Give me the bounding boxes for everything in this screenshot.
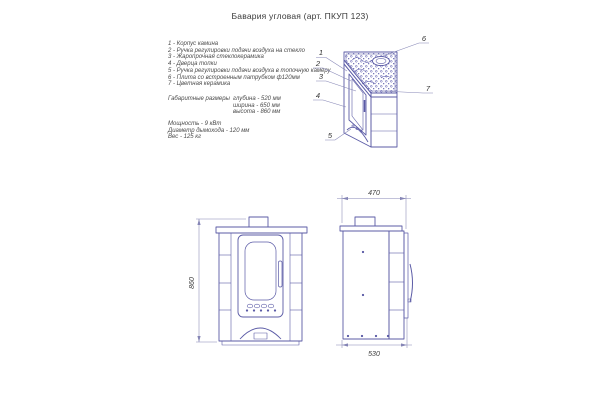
top-plate <box>340 226 402 231</box>
callout-4: 4 <box>315 91 321 100</box>
vent-dot <box>274 310 275 311</box>
callout-2: 2 <box>315 59 321 68</box>
overall-dimensions-values <box>233 96 281 116</box>
base-rivet <box>361 335 362 336</box>
overall-dimensions-label: Габаритные размеры <box>168 95 230 102</box>
body-rivet <box>362 251 363 252</box>
spec-width: ширина - 650 мм <box>232 102 280 109</box>
tile-column <box>371 97 397 147</box>
top-dimension-lines <box>337 195 411 229</box>
side-bottom-dim: 530 <box>368 351 380 358</box>
specs-block <box>168 96 328 141</box>
side-top-dim: 470 <box>368 190 380 197</box>
parts-list-item-2: 2 - Ручка регулировки подачи воздуха на стекло <box>168 47 305 54</box>
callout-1: 1 <box>318 48 324 57</box>
vent-dot <box>253 310 254 311</box>
parts-list-item-3: 3 - Жаропрочная стеклокерамика <box>168 54 264 61</box>
spec-height: высота - 860 мм <box>232 109 281 116</box>
plate-side-rim <box>371 93 397 97</box>
vent-dot <box>246 310 247 311</box>
tile-column <box>389 231 404 339</box>
callout-3: 3 <box>318 72 324 81</box>
burner-plate-inner <box>376 58 386 63</box>
bottom-dimension-lines <box>336 318 412 348</box>
perspective-drawing <box>305 30 465 160</box>
vent-hole <box>254 304 260 308</box>
callout-7: 7 <box>425 84 431 93</box>
parts-list-item-7: 7 - Цветная керамика <box>168 81 231 88</box>
door-handle <box>279 261 283 287</box>
body-rivet <box>362 294 363 295</box>
parts-list-item-5: 5 - Ручка регулировки подачи воздуха в топочную камеру <box>168 67 331 74</box>
info-block <box>168 41 331 141</box>
chimney-collar <box>355 217 375 226</box>
side-view-drawing <box>325 180 420 365</box>
door-handle <box>410 264 413 302</box>
base-rivet <box>375 335 376 336</box>
vent-dot <box>260 310 261 311</box>
stove-body <box>219 233 302 341</box>
spec-depth: глубина - 520 мм <box>232 95 281 102</box>
parts-list <box>168 41 331 88</box>
callout-6: 6 <box>421 34 427 43</box>
vent-hole <box>247 304 253 308</box>
base-tab <box>254 333 267 339</box>
top-plate <box>216 227 307 233</box>
other-specs <box>168 121 328 141</box>
drawing-title: Бавария угловая (арт. ПКУП 123) <box>231 11 369 21</box>
vent-hole <box>268 304 274 308</box>
vent-hole <box>261 304 267 308</box>
front-height-dim: 860 <box>189 277 196 289</box>
base-plinth <box>222 341 299 345</box>
base-arch <box>240 328 281 339</box>
door-glass <box>245 242 276 300</box>
spec-weight: Вес - 125 кг <box>168 134 202 141</box>
parts-list-item-4: 4 - Дверца топки <box>168 61 217 68</box>
stove-body <box>343 231 389 339</box>
door-edge <box>404 233 408 318</box>
vent-dot <box>267 310 268 311</box>
front-view-drawing <box>175 205 315 355</box>
door-glass <box>352 79 363 130</box>
air-control-knob <box>352 125 354 127</box>
chimney-collar <box>249 217 268 227</box>
callout-5: 5 <box>327 131 333 140</box>
parts-list-item-1: 1 - Корпус камина <box>168 41 219 47</box>
parts-list-item-6: 6 - Плита со встроенным патрубком ф120мм <box>168 74 300 81</box>
spec-power: Мощность - 9 кВт <box>168 121 222 128</box>
base-rivet <box>387 335 388 336</box>
spec-flue-diameter: Диаметр дымохода - 120 мм <box>168 127 250 134</box>
base-rivet <box>347 335 348 336</box>
